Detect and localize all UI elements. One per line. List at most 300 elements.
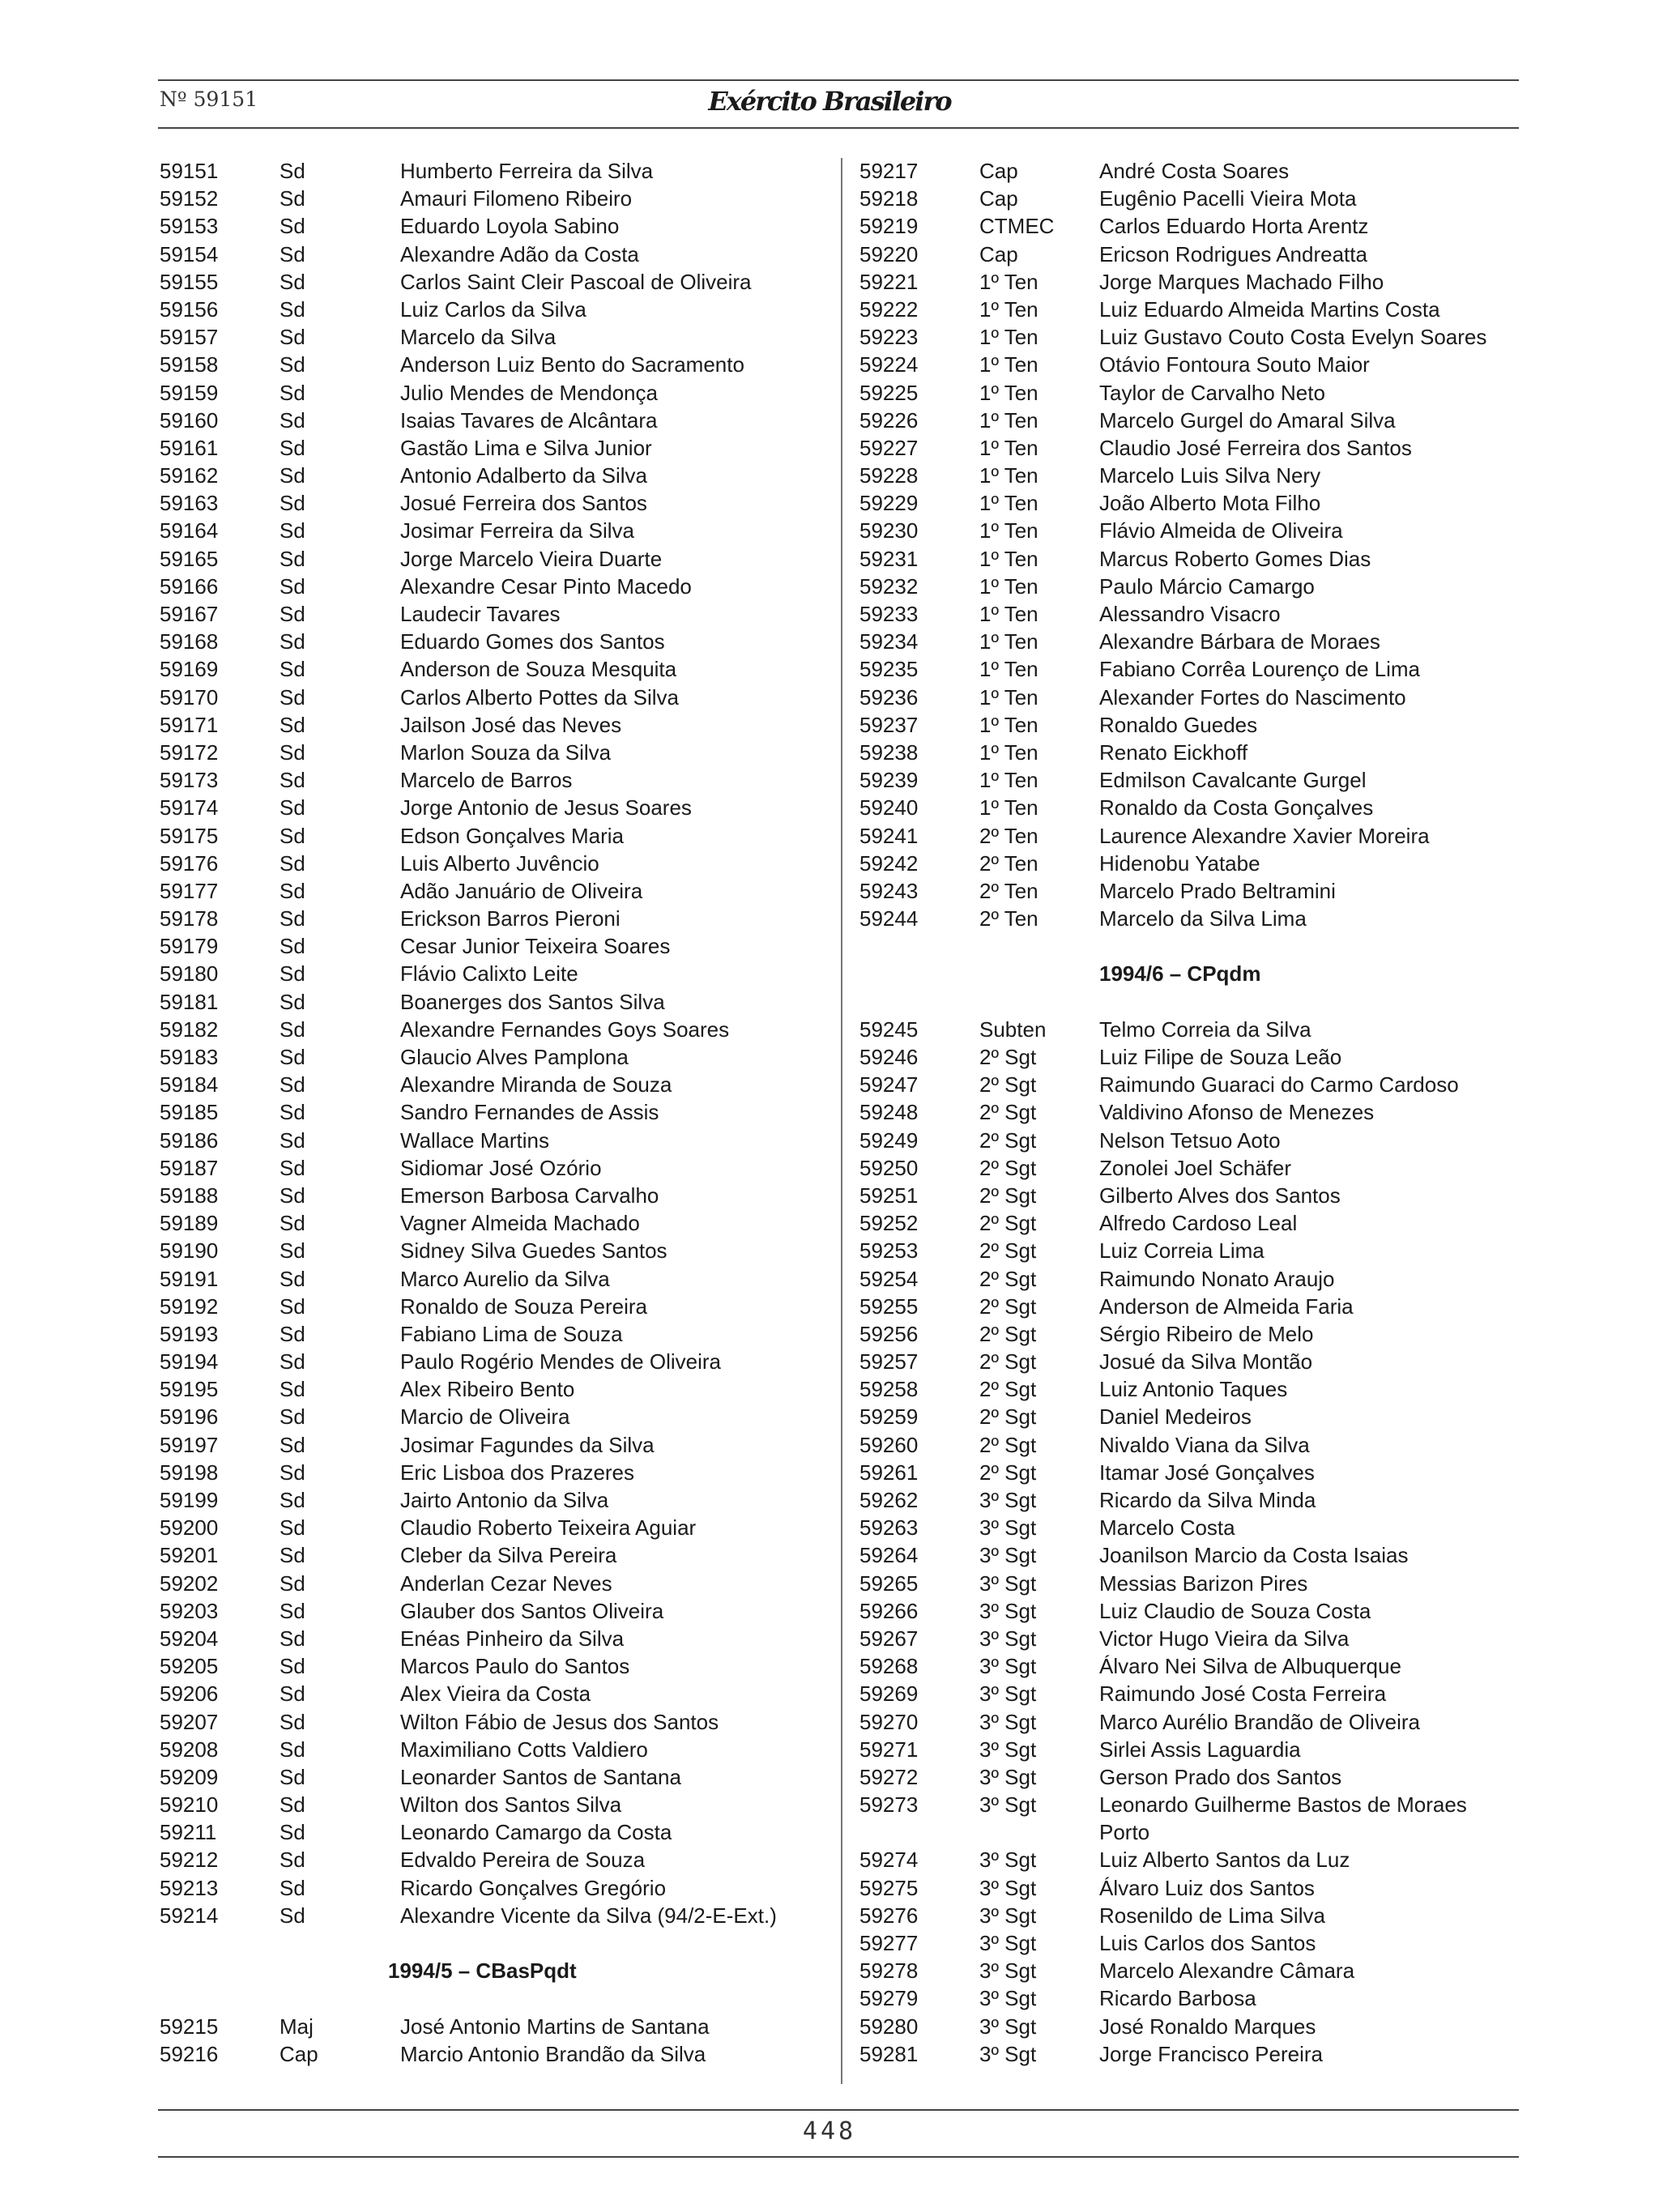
rank-label: Sd (279, 407, 305, 433)
register-number: 59182 (160, 1016, 219, 1042)
person-name: Edmilson Cavalcante Gurgel (1099, 768, 1367, 793)
person-name: Leonarder Santos de Santana (400, 1764, 681, 1789)
register-number: 59221 (859, 269, 919, 294)
register-number: 59249 (859, 1127, 919, 1153)
list-row (160, 268, 832, 296)
person-name: Gerson Prado dos Santos (1099, 1764, 1342, 1789)
person-name: Marco Aurelio da Silva (400, 1266, 610, 1291)
list-row (859, 434, 1524, 462)
person-name: Messias Barizon Pires (1099, 1571, 1308, 1596)
list-row (160, 877, 832, 905)
rank-label: Cap (279, 2041, 318, 2066)
register-number: 59271 (859, 1737, 919, 1762)
list-row (859, 1459, 1524, 1486)
person-name: Marcelo da Silva Lima (1099, 906, 1307, 931)
person-name: Carlos Eduardo Horta Arentz (1099, 214, 1369, 239)
section-heading (160, 1957, 832, 1984)
list-row (160, 2013, 832, 2040)
register-number: 59218 (859, 186, 919, 211)
register-number: 59254 (859, 1266, 919, 1291)
list-row (160, 1597, 832, 1625)
register-number: 59198 (160, 1460, 219, 1485)
footer-rule-bottom (158, 2156, 1519, 2158)
rank-label: 1º Ten (979, 657, 1038, 682)
register-number: 59225 (859, 380, 919, 405)
person-name: Marcio de Oliveira (400, 1404, 570, 1430)
rank-label: 1º Ten (979, 795, 1038, 820)
register-number: 59157 (160, 325, 219, 350)
column-divider (841, 158, 842, 2084)
rank-label: Cap (979, 159, 1018, 183)
left-column (160, 157, 832, 2068)
register-number: 59216 (160, 2041, 219, 2066)
register-number: 59270 (859, 1709, 919, 1734)
register-number: 59156 (160, 296, 219, 322)
rank-label: Sd (279, 159, 305, 183)
list-row (160, 1127, 832, 1154)
person-name: André Costa Soares (1099, 159, 1290, 183)
register-number: 59189 (160, 1211, 219, 1236)
list-row (160, 1071, 832, 1098)
list-row (160, 600, 832, 628)
register-number: 59280 (859, 2014, 919, 2039)
person-name: Leonardo Guilherme Bastos de Moraes (1099, 1792, 1467, 1818)
rank-label: 1º Ten (979, 518, 1038, 543)
register-number: 59275 (859, 1875, 919, 1900)
rank-label: 1º Ten (979, 380, 1038, 405)
rank-label: 3º Sgt (979, 2014, 1037, 2039)
list-row (859, 1929, 1524, 1957)
rank-label: 1º Ten (979, 325, 1038, 350)
register-number: 59266 (859, 1598, 919, 1623)
list-row (859, 850, 1524, 877)
list-row (859, 212, 1524, 240)
register-number: 59183 (160, 1045, 219, 1069)
register-number: 59174 (160, 795, 219, 820)
list-row (859, 1514, 1524, 1541)
rank-label: Sd (279, 850, 305, 876)
register-number: 59222 (859, 296, 919, 322)
register-number: 59227 (859, 435, 919, 460)
person-name: Marcelo Gurgel do Amaral Silva (1099, 407, 1396, 433)
rank-label: Sd (279, 1654, 305, 1679)
person-name: Josimar Ferreira da Silva (400, 518, 634, 543)
register-number: 59180 (160, 961, 219, 987)
register-number: 59163 (160, 491, 219, 516)
person-name: Cleber da Silva Pereira (400, 1543, 617, 1568)
rank-label: 2º Sgt (979, 1266, 1037, 1291)
register-number: 59230 (859, 518, 919, 543)
register-number: 59244 (859, 906, 919, 931)
register-number: 59269 (859, 1681, 919, 1707)
list-row (160, 1237, 832, 1264)
register-number: 59165 (160, 546, 219, 571)
list-row (859, 794, 1524, 821)
person-name: Sirlei Assis Laguardia (1099, 1737, 1301, 1762)
list-row (859, 1791, 1524, 1818)
rank-label: 1º Ten (979, 712, 1038, 737)
register-number: 59276 (859, 1903, 919, 1928)
rank-label: Sd (279, 380, 305, 405)
rank-label: 2º Sgt (979, 1183, 1037, 1208)
list-row (859, 1293, 1524, 1320)
footer-rule-top (158, 2109, 1519, 2111)
person-name: Otávio Fontoura Souto Maior (1099, 352, 1370, 377)
person-name: Sidney Silva Guedes Santos (400, 1238, 667, 1264)
person-name: Luis Alberto Juvêncio (400, 850, 599, 876)
register-number: 59278 (859, 1958, 919, 1984)
person-name: Luiz Alberto Santos da Luz (1099, 1848, 1350, 1873)
register-number: 59234 (859, 629, 919, 654)
list-row (859, 1570, 1524, 1597)
person-name: Wallace Martins (400, 1127, 549, 1153)
rank-label: Sd (279, 739, 305, 765)
rank-label: 2º Sgt (979, 1045, 1037, 1069)
list-row (859, 296, 1524, 323)
rank-label: Sd (279, 463, 305, 488)
rank-label: Sd (279, 1404, 305, 1430)
register-number: 59247 (859, 1072, 919, 1097)
list-row (160, 545, 832, 573)
header-title: Exército Brasileiro (708, 86, 951, 117)
rank-label: Sd (279, 296, 305, 322)
list-row (859, 1486, 1524, 1514)
person-name: Luiz Gustavo Couto Costa Evelyn Soares (1099, 325, 1487, 350)
list-row (160, 1348, 832, 1375)
list-row (160, 1541, 832, 1569)
list-row (859, 877, 1524, 905)
list-row (859, 268, 1524, 296)
rank-label: Sd (279, 795, 305, 820)
register-number: 59194 (160, 1349, 219, 1375)
rank-label: 1º Ten (979, 296, 1038, 322)
list-row (859, 1320, 1524, 1348)
person-name: Marcelo da Silva (400, 325, 557, 350)
person-name: Ronaldo Guedes (1099, 712, 1258, 737)
person-name: José Ronaldo Marques (1099, 2014, 1316, 2039)
person-name: Fabiano Lima de Souza (400, 1321, 623, 1346)
rank-label: Sd (279, 878, 305, 903)
list-row (160, 988, 832, 1016)
register-number: 59252 (859, 1211, 919, 1236)
register-number: 59200 (160, 1515, 219, 1541)
list-row (160, 1486, 832, 1514)
list-row (160, 1293, 832, 1320)
rank-label: Sd (279, 1127, 305, 1153)
register-number: 59243 (859, 878, 919, 903)
register-number: 59228 (859, 463, 919, 488)
register-number: 59245 (859, 1016, 919, 1042)
rank-label: Sd (279, 1294, 305, 1319)
list-row (859, 655, 1524, 683)
list-row (859, 1957, 1524, 1984)
person-name: Carlos Alberto Pottes da Silva (400, 684, 679, 710)
person-name: Claudio José Ferreira dos Santos (1099, 435, 1412, 460)
rank-label: Sd (279, 684, 305, 710)
rank-label: Sd (279, 602, 305, 626)
list-row (160, 905, 832, 932)
list-row (160, 157, 832, 185)
rank-label: 2º Sgt (979, 1211, 1037, 1236)
person-name: Sidiomar José Ozório (400, 1155, 602, 1180)
register-number: 59239 (859, 768, 919, 793)
register-number: 59268 (859, 1654, 919, 1679)
rank-label: Sd (279, 906, 305, 931)
register-number: 59185 (160, 1100, 219, 1125)
person-name: Boanerges dos Santos Silva (400, 989, 665, 1014)
rank-label: CTMEC (979, 214, 1055, 239)
person-name: Eugênio Pacelli Vieira Mota (1099, 186, 1357, 211)
person-name: Wilton Fábio de Jesus dos Santos (400, 1709, 719, 1734)
list-row (160, 655, 832, 683)
register-number: 59197 (160, 1432, 219, 1457)
list-row (160, 1846, 832, 1873)
rank-label: 1º Ten (979, 463, 1038, 488)
register-number: 59190 (160, 1238, 219, 1264)
rank-label: Sd (279, 1016, 305, 1042)
register-number: 59251 (859, 1183, 919, 1208)
list-row (160, 1209, 832, 1237)
list-row (160, 1874, 832, 1902)
person-name: Marcelo Luis Silva Nery (1099, 463, 1321, 488)
list-row (859, 1984, 1524, 2012)
list-row (160, 1570, 832, 1597)
person-name: João Alberto Mota Filho (1099, 491, 1321, 516)
rank-label: 3º Sgt (979, 1903, 1037, 1928)
rank-label: Sd (279, 1460, 305, 1485)
header-number: Nº 59151 (160, 87, 258, 111)
person-name: Enéas Pinheiro da Silva (400, 1626, 625, 1651)
rank-label: 3º Sgt (979, 1875, 1037, 1900)
register-number: 59233 (859, 602, 919, 626)
person-name: Paulo Rogério Mendes de Oliveira (400, 1349, 721, 1375)
person-name: Alexandre Miranda de Souza (400, 1072, 672, 1097)
register-number: 59181 (160, 989, 219, 1014)
rank-label: 2º Sgt (979, 1294, 1037, 1319)
list-row (160, 1652, 832, 1680)
register-number: 59176 (160, 850, 219, 876)
list-row (859, 1818, 1524, 1846)
person-name: Alex Vieira da Costa (400, 1681, 591, 1707)
rank-label: 2º Sgt (979, 1432, 1037, 1457)
list-row (859, 1209, 1524, 1237)
list-row (859, 600, 1524, 628)
person-name: Luiz Carlos da Silva (400, 296, 586, 322)
list-row (859, 1736, 1524, 1763)
rank-label: Subten (979, 1016, 1047, 1042)
rank-label: 3º Sgt (979, 1571, 1037, 1596)
register-number: 59240 (859, 795, 919, 820)
register-number: 59166 (160, 573, 219, 599)
person-name: Ericson Rodrigues Andreatta (1099, 241, 1367, 266)
list-row (859, 1902, 1524, 1929)
list-row (160, 462, 832, 489)
person-name: Claudio Roberto Teixeira Aguiar (400, 1515, 697, 1541)
register-number: 59177 (160, 878, 219, 903)
person-name: José Antonio Martins de Santana (400, 2014, 710, 2039)
register-number: 59257 (859, 1349, 919, 1375)
register-number: 59152 (160, 186, 219, 211)
rank-label: Sd (279, 1737, 305, 1762)
rank-label: 1º Ten (979, 573, 1038, 599)
rank-label: Sd (279, 435, 305, 460)
register-number: 59211 (160, 1820, 217, 1845)
rank-label: 3º Sgt (979, 1515, 1037, 1541)
list-row (160, 1514, 832, 1541)
list-row (859, 684, 1524, 711)
person-name: Eric Lisboa dos Prazeres (400, 1460, 635, 1485)
register-number: 59175 (160, 823, 219, 848)
person-name: Luiz Eduardo Almeida Martins Costa (1099, 296, 1440, 322)
person-name: Ricardo Gonçalves Gregório (400, 1875, 667, 1900)
person-name: Ronaldo de Souza Pereira (400, 1294, 647, 1319)
spacer (160, 1984, 832, 2012)
rank-label: Sd (279, 546, 305, 571)
list-row (160, 1154, 832, 1182)
register-number: 59205 (160, 1654, 219, 1679)
list-row (859, 1541, 1524, 1569)
rank-label: Sd (279, 657, 305, 682)
rank-label: Sd (279, 325, 305, 350)
rank-label: 2º Sgt (979, 1100, 1037, 1125)
rank-label: Sd (279, 1238, 305, 1264)
person-name: Itamar José Gonçalves (1099, 1460, 1315, 1485)
list-row (160, 1736, 832, 1763)
rank-label: Sd (279, 1571, 305, 1596)
list-row (859, 1874, 1524, 1902)
list-row (160, 351, 832, 378)
person-name: Anderlan Cezar Neves (400, 1571, 612, 1596)
rank-label: Sd (279, 1515, 305, 1541)
list-row (859, 1348, 1524, 1375)
person-name: Glaucio Alves Pamplona (400, 1045, 629, 1069)
list-row (160, 1265, 832, 1293)
register-number: 59164 (160, 518, 219, 543)
register-number: 59170 (160, 684, 219, 710)
list-row (859, 573, 1524, 600)
rank-label: Sd (279, 629, 305, 654)
rank-label: Cap (979, 186, 1018, 211)
list-row (160, 212, 832, 240)
person-name: Alfredo Cardoso Leal (1099, 1211, 1298, 1236)
person-name: Eduardo Loyola Sabino (400, 214, 620, 239)
register-number: 59274 (859, 1848, 919, 1873)
register-number: 59219 (859, 214, 919, 239)
rank-label: Sd (279, 1266, 305, 1291)
register-number: 59279 (859, 1986, 919, 2011)
register-number: 59253 (859, 1238, 919, 1264)
register-number: 59224 (859, 352, 919, 377)
list-row (160, 1403, 832, 1430)
rank-label: Sd (279, 1820, 305, 1845)
person-name: Laudecir Tavares (400, 602, 561, 626)
rank-label: 1º Ten (979, 269, 1038, 294)
register-number: 59236 (859, 684, 919, 710)
list-row (160, 1182, 832, 1209)
register-number: 59238 (859, 739, 919, 765)
list-row (160, 1902, 832, 1929)
person-name: Alexandre Fernandes Goys Soares (400, 1016, 730, 1042)
list-row (859, 241, 1524, 268)
list-row (160, 434, 832, 462)
register-number: 59207 (160, 1709, 219, 1734)
person-name: Porto (1099, 1820, 1150, 1845)
rank-label: Sd (279, 1792, 305, 1818)
list-row (859, 766, 1524, 794)
rank-label: 2º Sgt (979, 1127, 1037, 1153)
rank-label: Sd (279, 1848, 305, 1873)
person-name: Jorge Francisco Pereira (1099, 2041, 1323, 2066)
rank-label: Sd (279, 1072, 305, 1097)
register-number: 59193 (160, 1321, 219, 1346)
register-number: 59229 (859, 491, 919, 516)
list-row (160, 684, 832, 711)
list-row (160, 960, 832, 987)
register-number: 59235 (859, 657, 919, 682)
list-row (160, 296, 832, 323)
person-name: Maximiliano Cotts Valdiero (400, 1737, 648, 1762)
rank-label: 2º Sgt (979, 1349, 1037, 1375)
rank-label: 3º Sgt (979, 1654, 1037, 1679)
register-number: 59184 (160, 1072, 219, 1097)
person-name: Alexandre Bárbara de Moraes (1099, 629, 1380, 654)
list-row (160, 1375, 832, 1403)
rank-label: Sd (279, 1709, 305, 1734)
list-row (160, 1625, 832, 1652)
rank-label: 2º Sgt (979, 1238, 1037, 1264)
register-number: 59281 (859, 2041, 919, 2066)
register-number: 59191 (160, 1266, 219, 1291)
list-row (160, 1459, 832, 1486)
register-number: 59171 (160, 712, 219, 737)
spacer (160, 1929, 832, 1957)
person-name: Marcio Antonio Brandão da Silva (400, 2041, 706, 2066)
list-row (859, 1016, 1524, 1043)
person-name: Victor Hugo Vieira da Silva (1099, 1626, 1350, 1651)
rank-label: 3º Sgt (979, 1986, 1037, 2011)
rank-label: Sd (279, 1349, 305, 1375)
person-name: Marlon Souza da Silva (400, 739, 612, 765)
person-name: Luiz Antonio Taques (1099, 1377, 1288, 1402)
list-row (859, 1597, 1524, 1625)
rank-label: 1º Ten (979, 407, 1038, 433)
person-name: Glauber dos Santos Oliveira (400, 1598, 664, 1623)
person-name: Ronaldo da Costa Gonçalves (1099, 795, 1374, 820)
page-number: 448 (802, 2117, 857, 2146)
register-number: 59173 (160, 768, 219, 793)
person-name: Carlos Saint Cleir Pascoal de Oliveira (400, 269, 752, 294)
rank-label: Sd (279, 573, 305, 599)
register-number: 59160 (160, 407, 219, 433)
list-row (160, 489, 832, 517)
person-name: Anderson Luiz Bento do Sacramento (400, 352, 744, 377)
header-rule-bottom (158, 127, 1519, 129)
register-number: 59265 (859, 1571, 919, 1596)
list-row (160, 1763, 832, 1791)
person-name: Wilton dos Santos Silva (400, 1792, 622, 1818)
rank-label: Sd (279, 1211, 305, 1236)
person-name: Cesar Junior Teixeira Soares (400, 934, 671, 959)
register-number: 59187 (160, 1155, 219, 1180)
rank-label: 1º Ten (979, 684, 1038, 710)
person-name: Luiz Filipe de Souza Leão (1099, 1045, 1342, 1069)
rank-label: 2º Sgt (979, 1321, 1037, 1346)
register-number: 59178 (160, 906, 219, 931)
rank-label: 1º Ten (979, 352, 1038, 377)
rank-label: Sd (279, 1764, 305, 1789)
register-number: 59210 (160, 1792, 219, 1818)
person-name: Laurence Alexandre Xavier Moreira (1099, 823, 1430, 848)
